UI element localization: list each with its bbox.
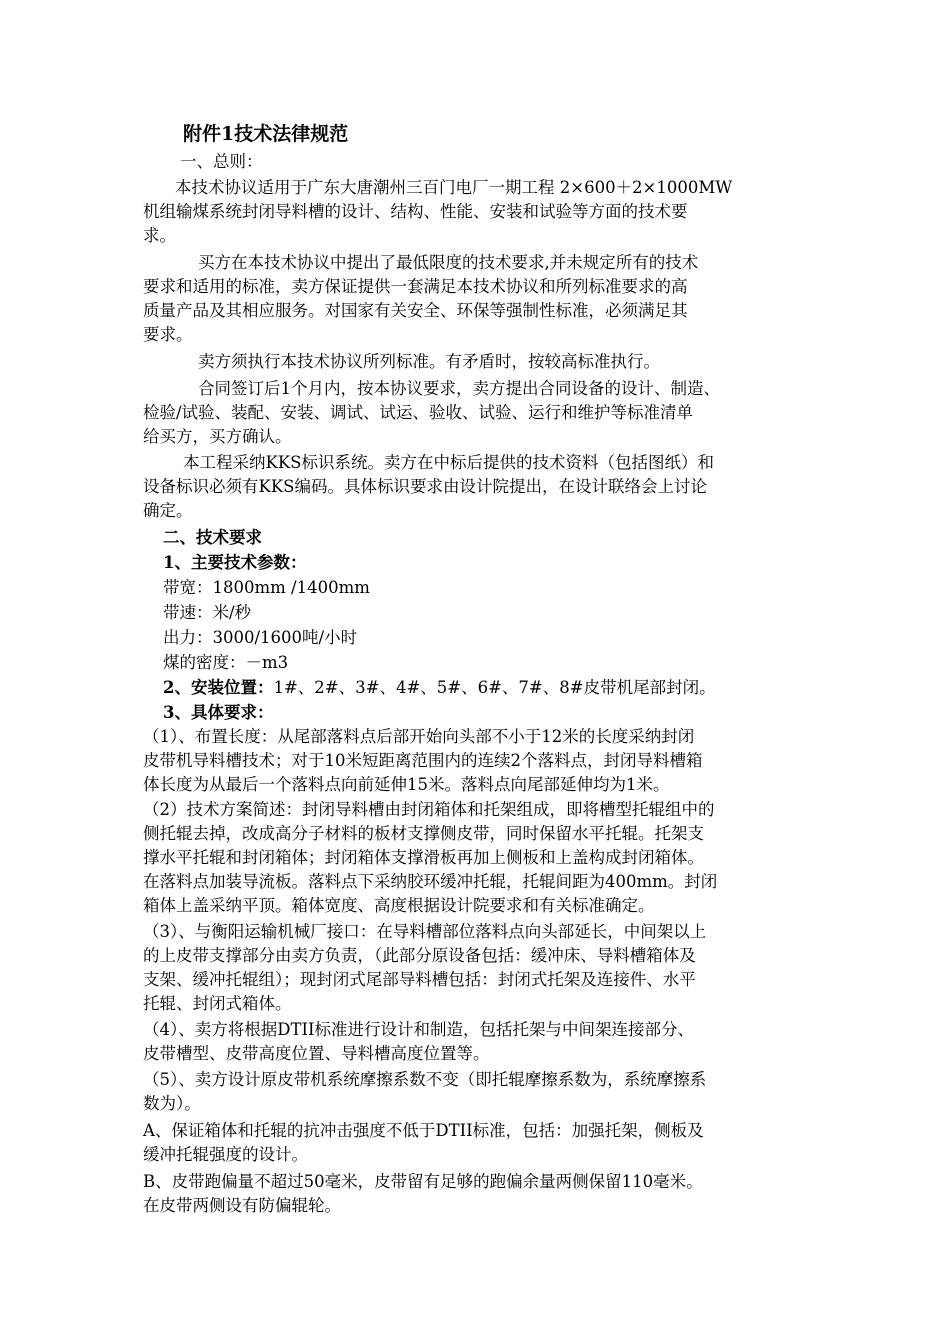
param-line: 出力：3000/1600吨/小时 [163,628,358,647]
requirement-line: 支架、缓冲托辊组）；现封闭式尾部导料槽包括：封闭式托架及连接件、水平 [143,970,696,989]
paragraph-line: 本技术协议适用于广东大唐潮州三百门电厂一期工程 2×600＋2×1000MW [175,178,733,197]
requirement-line: （5）、卖方设计原皮带机系统摩擦系数不变（即托辊摩擦系数为，系统摩擦系 [143,1070,707,1089]
subsection2-heading: 2、安装位置： [163,678,274,697]
requirement-line: B、皮带跑偏量不超过50毫米，皮带留有足够的跑偏余量两侧保留110毫米。 [143,1172,703,1191]
paragraph-line: 设备标识必须有KKS编码。具体标识要求由设计院提出，在设计联络会上讨论 [143,477,707,496]
paragraph-line: 卖方须执行本技术协议所列标准。有矛盾时，按较高标准执行。 [198,352,660,371]
requirement-line: A、保证箱体和托辊的抗冲击强度不低于DTII标准，包括：加强托架，侧板及 [143,1121,704,1140]
requirement-line: （1）、布置长度：从尾部落料点后部开始向头部不小于12米的长度采纳封闭 [143,727,695,746]
requirement-line: 在皮带两侧设有防偏辊轮。 [143,1196,341,1215]
requirement-line: 托辊、封闭式箱体。 [143,994,292,1013]
subsection1-heading: 1、主要技术参数： [163,553,307,572]
paragraph-line: 合同签订后1个月内，按本协议要求，卖方提出合同设备的设计、制造、 [198,379,720,398]
paragraph-line: 本工程采纳KKS标识系统。卖方在中标后提供的技术资料（包括图纸）和 [183,453,714,472]
section1-heading: 一、总则： [180,152,263,171]
requirement-line: （2）技术方案简述：封闭导料槽由封闭箱体和托架组成，即将槽型托辊组中的 [143,800,715,819]
subsection2-line [163,676,716,700]
paragraph-line: 质量产品及其相应服务。对国家有关安全、环保等强制性标准，必须满足其 [143,301,688,320]
param-line: 煤的密度：－m3 [163,653,289,672]
subsection3-heading: 3、具体要求： [163,703,274,722]
requirement-line: 的上皮带支撑部分由卖方负责，（此部分原设备包括：缓冲床、导料槽箱体及 [143,946,696,965]
requirement-line: 箱体上盖采纳平顶。箱体宽度、高度根据设计院要求和有关标准确定。 [143,896,655,915]
paragraph-line: 要求。 [143,325,193,344]
subsection2-text: 1#、2#、3#、4#、5#、6#、7#、8#皮带机尾部封闭。 [273,678,716,697]
paragraph-line: 买方在本技术协议中提出了最低限度的技术要求,并未规定所有的技术 [198,253,699,272]
paragraph-line: 给买方，买方确认。 [143,427,292,446]
requirement-line: 在落料点加装导流板。落料点下采纳胶环缓冲托辊，托辊间距为400mm。封闭 [143,872,718,891]
section2-heading: 二、技术要求 [163,528,262,547]
document-title: 附件1技术法律规范 [183,123,349,145]
paragraph-line: 机组输煤系统封闭导料槽的设计、结构、性能、安装和试验等方面的技术要 [143,202,688,221]
requirement-line: 撑水平托辊和封闭箱体；封闭箱体支撑滑板再加上侧板和上盖构成封闭箱体。 [143,848,704,867]
paragraph-line: 检验/试验、装配、安装、调试、试运、验收、试验、运行和维护等标准清单 [143,403,694,422]
requirement-line: 体长度为从最后一个落料点向前延伸15米。落料点向尾部延伸均为1米。 [143,775,670,794]
requirement-line: 皮带机导料槽技术；对于10米短距离范围内的连续2个落料点，封闭导料槽箱 [143,751,703,770]
paragraph-line: 确定。 [143,501,193,520]
requirement-line: 皮带槽型、皮带高度位置、导料槽高度位置等。 [143,1044,490,1063]
requirement-line: 侧托辊去掉，改成高分子材料的板材支撑侧皮带，同时保留水平托辊。托架支 [143,824,704,843]
paragraph-line: 求。 [143,226,176,245]
paragraph-line: 要求和适用的标准，卖方保证提供一套满足本技术协议和所列标准要求的高 [143,277,688,296]
requirement-line: （4）、卖方将根据DTII标准进行设计和制造，包括托架与中间架连接部分、 [143,1020,695,1039]
param-line: 带速：米/秒 [163,603,252,622]
requirement-line: 数为）。 [143,1094,201,1113]
requirement-line: 缓冲托辊强度的设计。 [143,1145,308,1164]
requirement-line: （3）、与衡阳运输机械厂接口：在导料槽部位落料点向头部延长，中间架以上 [143,922,707,941]
param-line: 带宽：1800mm /1400mm [163,578,370,597]
